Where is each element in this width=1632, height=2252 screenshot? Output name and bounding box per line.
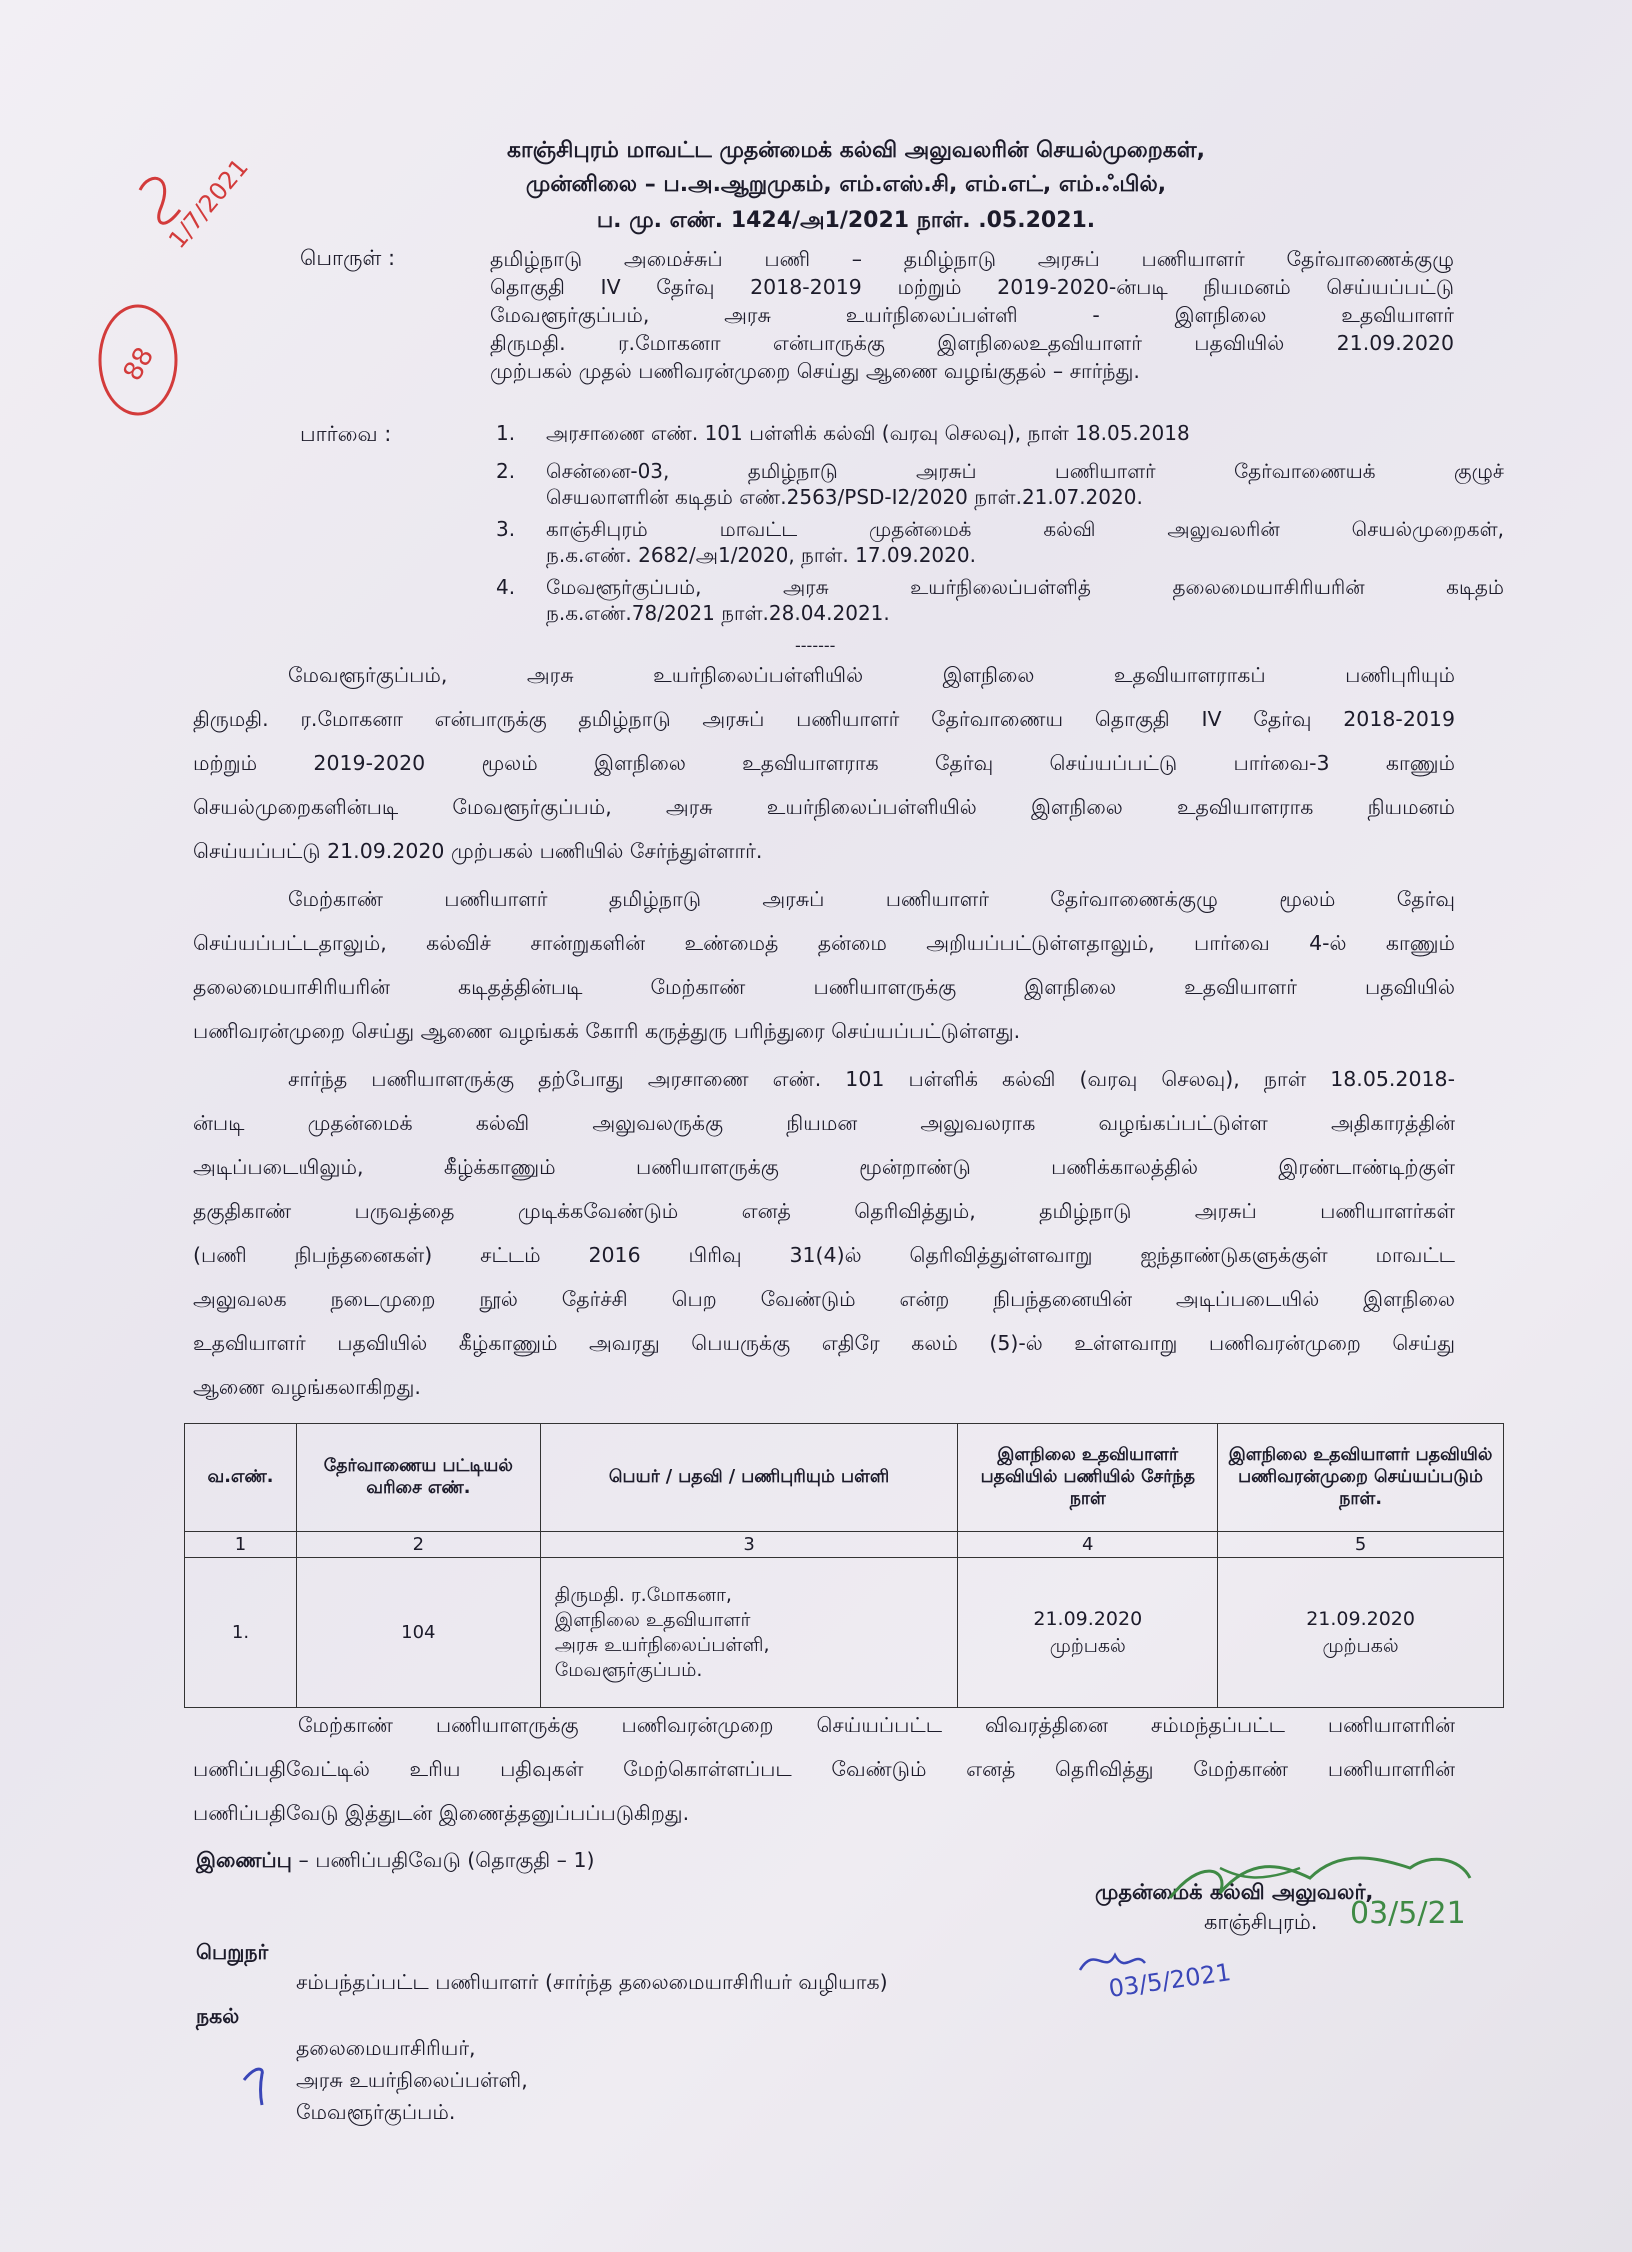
initial-date: 03/5/2021 — [1106, 1958, 1233, 2003]
ref-3-line-2: ந.க.எண். 2682/அ1/2020, நாள். 17.09.2020. — [546, 543, 976, 567]
col-number: 2 — [296, 1532, 540, 1558]
svg-text:88: 88 — [117, 342, 161, 387]
ref-number: 1. — [496, 421, 516, 445]
col-header-join-date: இளநிலை உதவியாளர் பதவியில் பணியில் சேர்ந்த நாள் — [958, 1424, 1218, 1532]
circled-number — [80, 300, 200, 420]
para3-line-8: ஆணை வழங்கலாகிறது. — [193, 1375, 421, 1399]
copy-line: மேவளூர்குப்பம். — [296, 2100, 456, 2124]
para4-line-3: பணிப்பதிவேடு இத்துடன் இணைத்தனுப்பப்படுகிறது. — [193, 1801, 690, 1825]
header-line-1: காஞ்சிபுரம் மாவட்ட முதன்மைக் கல்வி அலுவலரின் செயல்முறைகள், — [506, 138, 1206, 163]
para2-line-1: மேற்காண் பணியாளர் தமிழ்நாடு அரசுப் பணியாளர் தேர்வாணைக்குழு மூலம் தேர்வு — [288, 887, 1455, 911]
copy-line: அரசு உயர்நிலைப்பள்ளி, — [296, 2068, 528, 2092]
subject-line-3: மேவளூர்குப்பம், அரசு உயர்நிலைப்பள்ளி - இளநிலை உதவியாளர் — [490, 303, 1454, 327]
para4-line-1: மேற்காண் பணியாளருக்கு பணிவரன்முறை செய்யப்பட்ட விவரத்தினை சம்மந்தப்பட்ட பணியாளரின் — [298, 1713, 1455, 1737]
col-number: 5 — [1218, 1532, 1504, 1558]
cell-reg-date — [1218, 1558, 1504, 1708]
ref-number: 4. — [496, 575, 516, 599]
ref-3-line-1: காஞ்சிபுரம் மாவட்ட முதன்மைக் கல்வி அலுவலரின் செயல்முறைகள், — [546, 517, 1504, 541]
col-header-rank: தேர்வாணைய பட்டியல் வரிசை எண். — [296, 1424, 540, 1532]
para3-line-2: ன்படி முதன்மைக் கல்வி அலுவலருக்கு நியமன அலுவலராக வழங்கப்பட்டுள்ள அதிகாரத்தின் — [193, 1111, 1455, 1135]
ref-2-line-2: செயலாளரின் கடிதம் எண்.2563/PSD-I2/2020 நாள்.21.07.2020. — [546, 485, 1143, 509]
blue-initial — [1070, 1935, 1270, 2015]
regularisation-table — [184, 1423, 1504, 1708]
signatory-title: முதன்மைக் கல்வி அலுவலர், — [1095, 1880, 1374, 1904]
cell-rank: 104 — [296, 1558, 540, 1708]
para4-line-2: பணிப்பதிவேட்டில் உரிய பதிவுகள் மேற்கொள்ளப்பட வேண்டும் எனத் தெரிவித்து மேற்காண் பணியாளரின் — [193, 1757, 1455, 1781]
recipient-label: பெறுநர் — [196, 1940, 269, 1964]
col-number: 4 — [958, 1532, 1218, 1558]
col-header-sno: வ.எண். — [185, 1424, 297, 1532]
name-line: மேவளூர்குப்பம். — [554, 1658, 703, 1681]
handwritten-date-red: 1/7/2021 — [163, 153, 254, 254]
col-header-reg-date: இளநிலை உதவியாளர் பதவியில் பணிவரன்முறை செய்யப்படும் நாள். — [1218, 1424, 1504, 1532]
enclosure-text: – பணிப்பதிவேடு (தொகுதி – 1) — [291, 1848, 595, 1872]
para1-line-4: செயல்முறைகளின்படி மேவளூர்குப்பம், அரசு உயர்நிலைப்பள்ளியில் இளநிலை உதவியாளராக நியமனம் — [193, 795, 1455, 819]
references-divider: ------- — [795, 636, 836, 655]
subject-label: பொருள் : — [300, 246, 396, 270]
header-line-2: முன்னிலை – ப.அ.ஆறுமுகம், எம்.எஸ்.சி, எம்.எட், எம்.ஃபில், — [525, 172, 1167, 197]
para1-line-5: செய்யப்பட்டு 21.09.2020 முற்பகல் பணியில் சேர்ந்துள்ளார். — [193, 839, 763, 863]
col-header-name: பெயர் / பதவி / பணிபுரியும் பள்ளி — [540, 1424, 958, 1532]
ref-number: 3. — [496, 517, 516, 541]
blue-tick — [236, 2050, 286, 2110]
copy-address — [296, 2032, 528, 2128]
para2-line-2: செய்யப்பட்டதாலும், கல்விச் சான்றுகளின் உண்மைத் தன்மை அறியப்பட்டுள்ளதாலும், பார்வை 4-ல் காணும் — [193, 931, 1455, 955]
ref-4-line-1: மேவளூர்குப்பம், அரசு உயர்நிலைப்பள்ளித் தலைமையாசிரியரின் கடிதம் — [546, 575, 1504, 599]
enclosure-label: இணைப்பு — [196, 1848, 292, 1872]
name-line: திருமதி. ர.மோகனா, — [554, 1583, 732, 1606]
para3-line-5: (பணி நிபந்தனைகள்) சட்டம் 2016 பிரிவு 31(4)ல் தெரிவித்துள்ளவாறு ஐந்தாண்டுகளுக்குள் மாவட்ட — [193, 1243, 1455, 1267]
references-list — [496, 420, 1506, 630]
reg-date: 21.09.2020 — [1306, 1607, 1415, 1630]
name-line: அரசு உயர்நிலைப்பள்ளி, — [554, 1633, 770, 1656]
signature — [1160, 1838, 1490, 1938]
para3-line-3: அடிப்படையிலும், கீழ்க்காணும் பணியாளருக்கு மூன்றாண்டு பணிக்காலத்தில் இரண்டாண்டிற்குள் — [193, 1155, 1455, 1179]
para1-line-2: திருமதி. ர.மோகனா என்பாருக்கு தமிழ்நாடு அரசுப் பணியாளர் தேர்வாணைய தொகுதி IV தேர்வு 2018-2019 — [193, 707, 1455, 731]
para3-line-6: அலுவலக நடைமுறை நூல் தேர்ச்சி பெற வேண்டும் என்ற நிபந்தனையின் அடிப்படையில் இளநிலை — [193, 1287, 1455, 1311]
enclosure — [196, 1848, 595, 1875]
copy-label: நகல் — [196, 2004, 240, 2028]
para3-line-1: சார்ந்த பணியாளருக்கு தற்போது அரசாணை எண். 101 பள்ளிக் கல்வி (வரவு செலவு), நாள் 18.05.2018- — [288, 1067, 1455, 1091]
name-line: இளநிலை உதவியாளர் — [554, 1608, 751, 1631]
recipient-text: சம்பந்தப்பட்ட பணியாளர் (சார்ந்த தலைமையாசிரியர் வழியாக) — [296, 1970, 888, 1994]
subject-line-1: தமிழ்நாடு அமைச்சுப் பணி – தமிழ்நாடு அரசுப் பணியாளர் தேர்வாணைக்குழு — [490, 247, 1454, 271]
cell-join-date — [958, 1558, 1218, 1708]
header-line-3: ப. மு. எண். 1424/அ1/2021 நாள். .05.2021. — [596, 208, 1096, 233]
cell-sno: 1. — [185, 1558, 297, 1708]
subject-line-5: முற்பகல் முதல் பணிவரன்முறை செய்து ஆணை வழங்குதல் – சார்ந்து. — [490, 359, 1140, 383]
para1-line-1: மேவளூர்குப்பம், அரசு உயர்நிலைப்பள்ளியில் இளநிலை உதவியாளராகப் பணிபுரியும் — [288, 663, 1455, 687]
join-date: 21.09.2020 — [1033, 1607, 1143, 1630]
reg-session: முற்பகல் — [1322, 1634, 1399, 1657]
ref-number: 2. — [496, 459, 516, 483]
para2-line-3: தலைமையாசிரியரின் கடிதத்தின்படி மேற்காண் பணியாளருக்கு இளநிலை உதவியாளர் பதவியில் — [193, 975, 1455, 999]
para3-line-7: உதவியாளர் பதவியில் கீழ்காணும் அவரது பெயருக்கு எதிரே கலம் (5)-ல் உள்ளவாறு பணிவரன்முறை செய்து — [193, 1331, 1455, 1355]
col-number: 1 — [185, 1532, 297, 1558]
subject-line-2: தொகுதி IV தேர்வு 2018-2019 மற்றும் 2019-2020-ன்படி நியமனம் செய்யப்பட்டு — [490, 275, 1454, 299]
table-row — [185, 1558, 1504, 1708]
references-label: பார்வை : — [300, 422, 392, 446]
ref-1-line-1: அரசாணை எண். 101 பள்ளிக் கல்வி (வரவு செலவு), நாள் 18.05.2018 — [546, 421, 1190, 445]
ref-4-line-2: ந.க.எண்.78/2021 நாள்.28.04.2021. — [546, 601, 890, 625]
cell-name — [540, 1558, 958, 1708]
signatory-place: காஞ்சிபுரம். — [1204, 1910, 1318, 1934]
ref-2-line-1: சென்னை-03, தமிழ்நாடு அரசுப் பணியாளர் தேர்வாணையக் குழுச் — [546, 459, 1504, 483]
table-header-row — [185, 1424, 1504, 1532]
signature-date: 03/5/21 — [1350, 1896, 1466, 1931]
table-number-row — [185, 1532, 1504, 1558]
para1-line-3: மற்றும் 2019-2020 மூலம் இளநிலை உதவியாளராக தேர்வு செய்யப்பட்டு பார்வை-3 காணும் — [193, 751, 1455, 775]
para3-line-4: தகுதிகாண் பருவத்தை முடிக்கவேண்டும் எனத் தெரிவித்தும், தமிழ்நாடு அரசுப் பணியாளர்கள் — [193, 1199, 1455, 1223]
copy-line: தலைமையாசிரியர், — [296, 2036, 476, 2060]
col-number: 3 — [540, 1532, 958, 1558]
subject-line-4: திருமதி. ர.மோகனா என்பாருக்கு இளநிலைஉதவியாளர் பதவியில் 21.09.2020 — [490, 331, 1454, 355]
para2-line-4: பணிவரன்முறை செய்து ஆணை வழங்கக் கோரி கருத்துரு பரிந்துரை செய்யப்பட்டுள்ளது. — [193, 1019, 1021, 1043]
join-session: முற்பகல் — [1049, 1634, 1126, 1657]
